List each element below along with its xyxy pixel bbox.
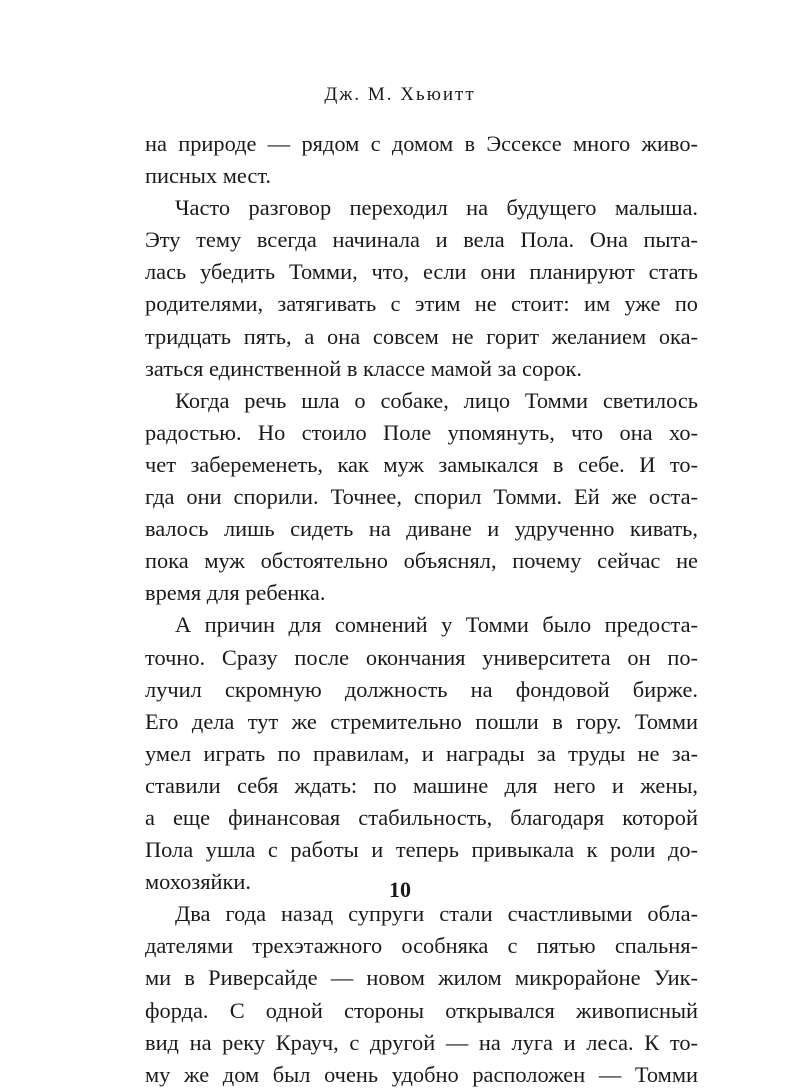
text-line: А причин для сомнений у Томми было предоста- <box>175 612 698 638</box>
text-line: время для ребенка. <box>145 580 326 606</box>
text-line: форда. С одной стороны открывался живописный <box>145 997 698 1023</box>
text-line: точно. Сразу после окончания университета он по- <box>145 644 698 670</box>
text-line: умел играть по правилам, и награды за труды не за- <box>145 740 698 766</box>
text-line: Когда речь шла о собаке, лицо Томми светилось <box>175 387 698 413</box>
text-line: ми в Риверсайде — новом жилом микрорайоне Уик- <box>145 965 698 991</box>
text-line: му же дом был очень удобно расположен — Томми <box>145 1061 698 1087</box>
text-line: родителями, затягивать с этим не стоит: им уже по <box>145 291 698 317</box>
text-line: радостью. Но стоило Поле упомянуть, что она хо- <box>145 419 698 445</box>
text-line: Пола ушла с работы и теперь привыкала к роли до- <box>145 837 698 863</box>
text-line: гда они спорили. Точнее, спорил Томми. Ей же оста- <box>145 484 698 510</box>
text-line: лучил скромную должность на фондовой бирже. <box>145 676 698 702</box>
text-line: Два года назад супруги стали счастливыми обла- <box>175 901 698 927</box>
text-line: тридцать пять, а она совсем не горит желанием ока- <box>145 323 698 349</box>
text-line: Его дела тут же стремительно пошли в гору. Томми <box>145 708 698 734</box>
body-text <box>145 128 698 1091</box>
text-line: Эту тему всегда начинала и вела Пола. Она пыта- <box>145 227 698 253</box>
running-head: Дж. М. Хьюитт <box>324 84 476 105</box>
text-line: а еще финансовая стабильность, благодаря которой <box>145 804 698 830</box>
text-line: ставили себя ждать: по машине для него и жены, <box>145 772 698 798</box>
text-line: мохозяйки. <box>145 869 251 895</box>
text-line: чет забеременеть, как муж замыкался в себе. И то- <box>145 451 698 477</box>
text-line: лась убедить Томми, что, если они планируют стать <box>145 259 698 285</box>
text-line: Часто разговор переходил на будущего малыша. <box>175 195 698 221</box>
text-line: писных мест. <box>145 163 272 189</box>
page-number: 10 <box>389 877 411 902</box>
text-line: на природе — рядом с домом в Эссексе много живо- <box>145 131 698 156</box>
text-line: вид на реку Крауч, с другой — на луга и леса. К то- <box>145 1029 698 1055</box>
text-line: дателями трехэтажного особняка с пятью спальня- <box>145 933 698 959</box>
text-line: пока муж обстоятельно объяснял, почему сейчас не <box>145 548 698 574</box>
text-line: валось лишь сидеть на диване и удрученно кивать, <box>145 516 698 542</box>
text-line: заться единственной в классе мамой за сорок. <box>145 355 582 381</box>
